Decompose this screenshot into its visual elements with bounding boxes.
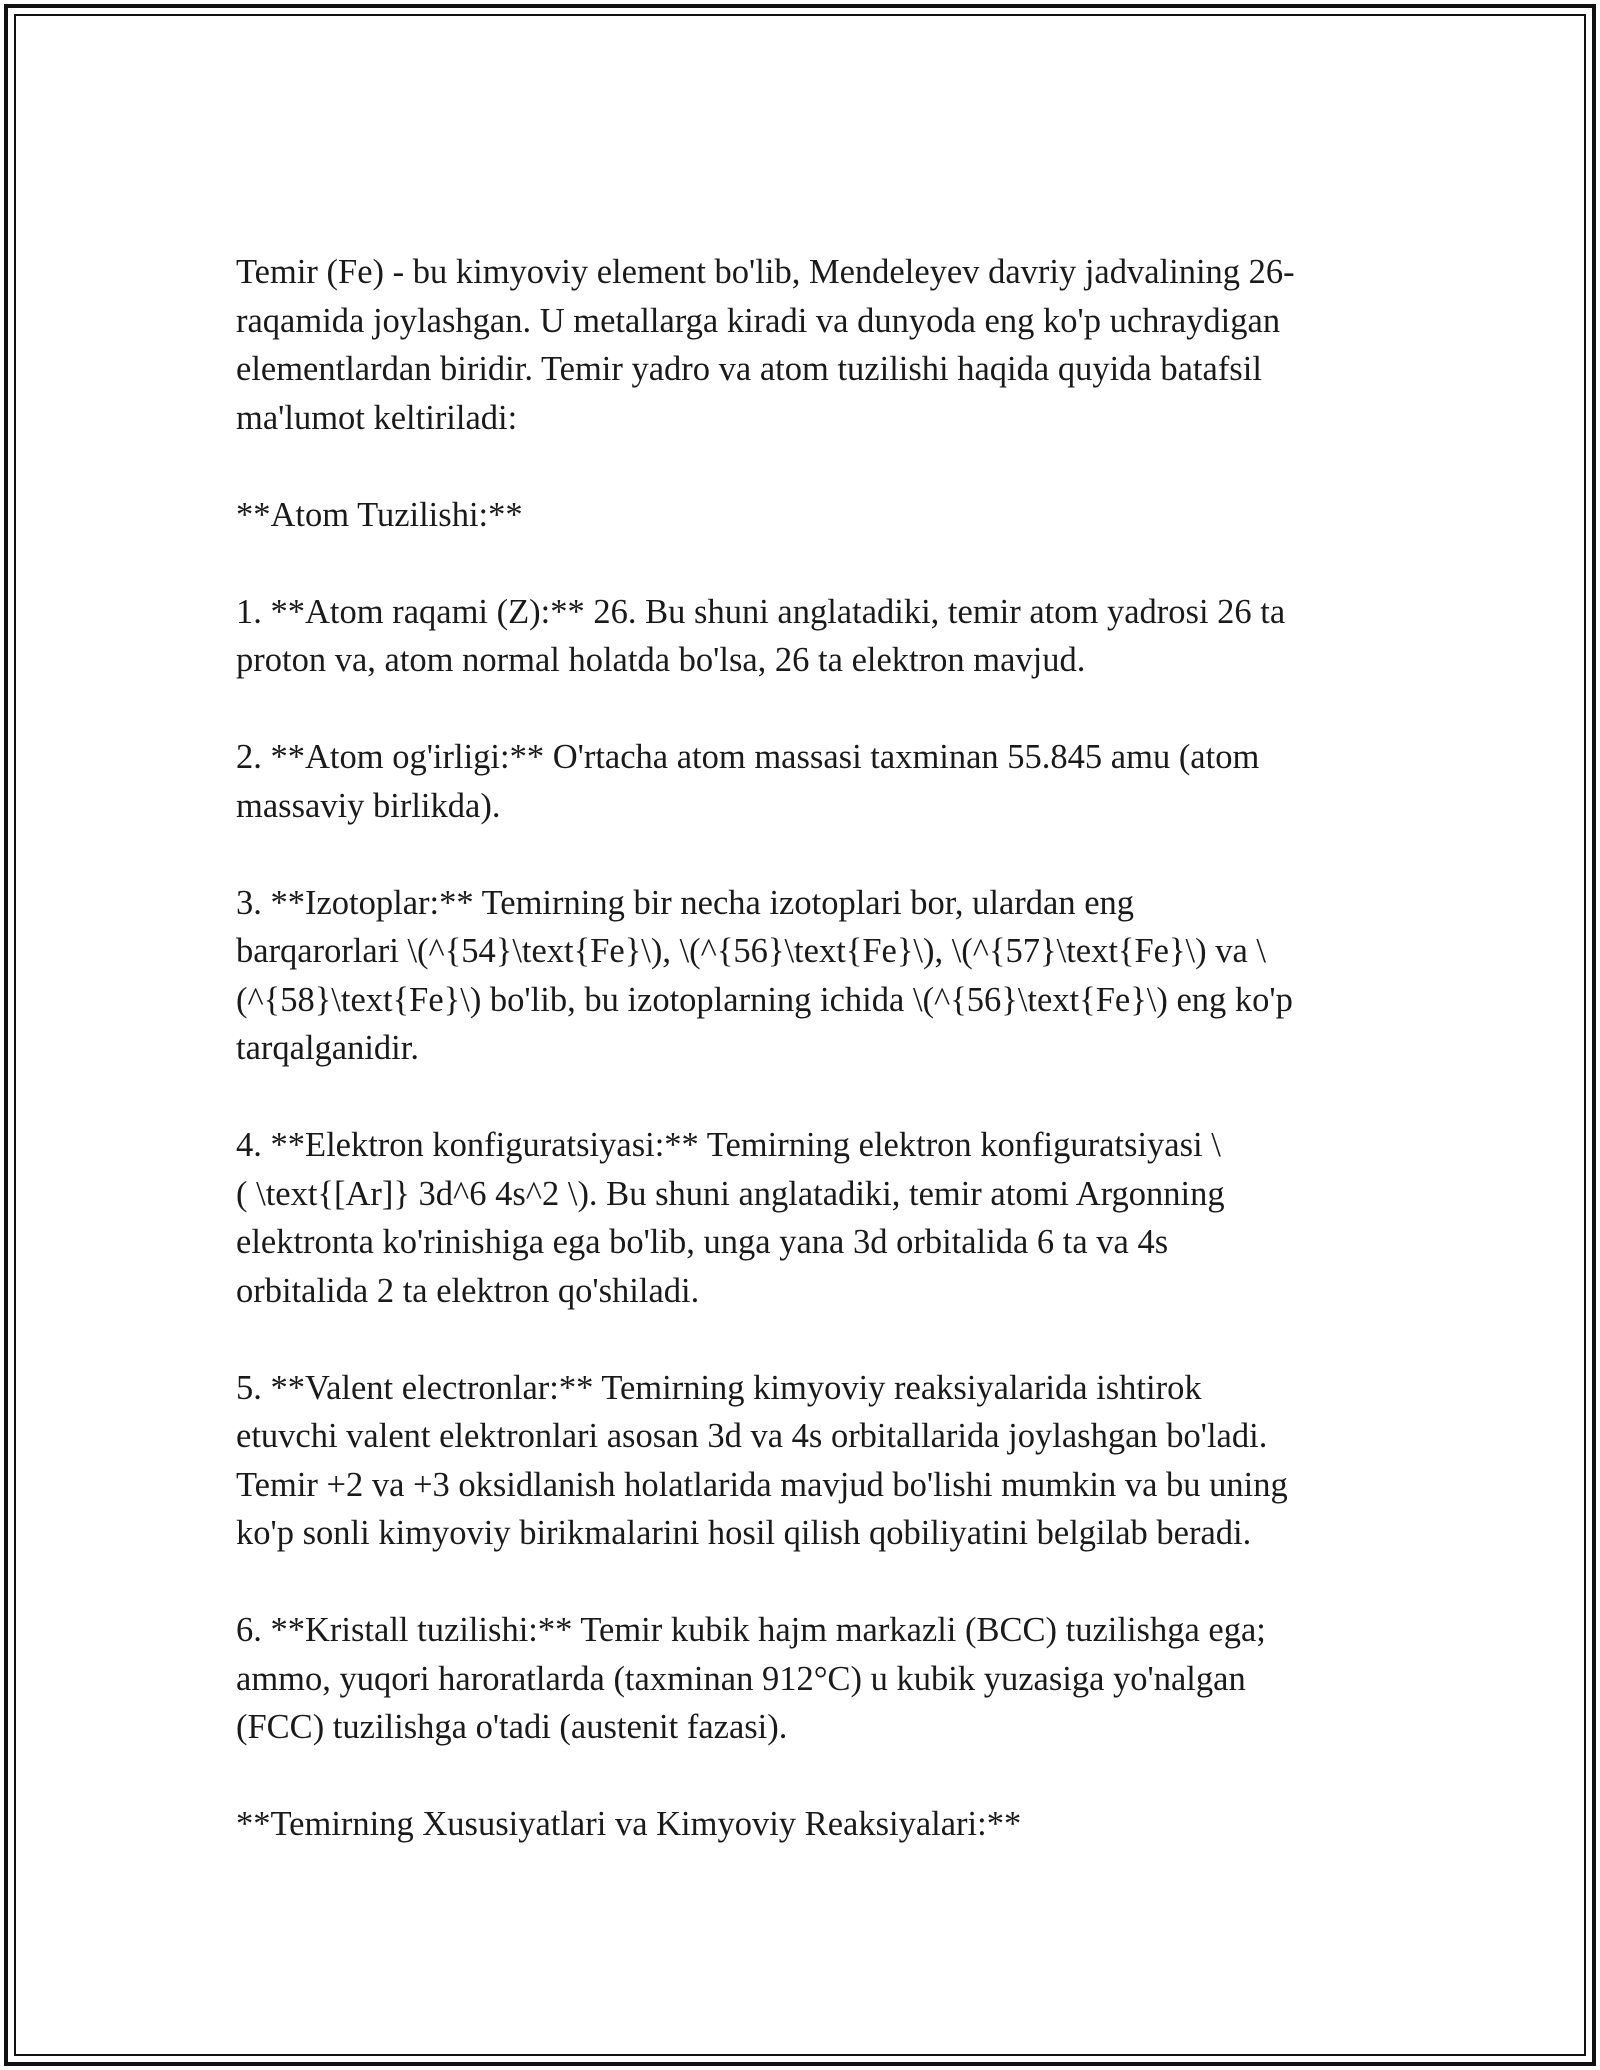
list-item-atomic-number: 1. **Atom raqami (Z):** 26. Bu shuni anglatadiki, temir atom yadrosi 26 ta proton va, atom normal holatda bo'lsa, 26 ta elektron mavjud. <box>236 592 1286 679</box>
list-item-isotopes: 3. **Izotoplar:** Temirning bir necha izotoplari bor, ulardan eng barqarorlari \(^{54}\text{Fe}\), \(^{56}\text{Fe}\), \(^{57}\text{Fe}\) va \ (^{58}\text{Fe}\) bo'lib, bu izotoplarning ichida \(^{56}\text{Fe}\) eng ko'p tarqalganidir. <box>236 883 1293 1067</box>
list-item-crystal-structure: 6. **Kristall tuzilishi:** Temir kubik hajm markazli (BCC) tuzilishga ega; ammo, yuqori haroratlarda (taxminan 912°C) u kubik yuzasiga yo'nalgan (FCC) tuzilishga o'tadi (austenit fazasi). <box>236 1611 1266 1746</box>
document-body <box>236 248 1376 1897</box>
list-item-atomic-weight: 2. **Atom og'irligi:** O'rtacha atom massasi taxminan 55.845 amu (atom massaviy birlikda). <box>236 738 1260 825</box>
intro-paragraph: Temir (Fe) - bu kimyoviy element bo'lib, Mendeleyev davriy jadvalining 26- raqamida joylashgan. U metallarga kiradi va dunyoda eng ko'p uchraydigan elementlardan biridir. Temir yadro va atom tuzilishi haqida quyida batafsil ma'lumot keltiriladi: <box>236 253 1295 437</box>
section-heading-atom-structure: **Atom Tuzilishi:** <box>236 495 523 534</box>
list-item-electron-configuration: 4. **Elektron konfiguratsiyasi:** Temirning elektron konfiguratsiyasi \ ( \text{[Ar]} 3d^6 4s^2 \). Bu shuni anglatadiki, temir atomi Argonning elektronta ko'rinishiga ega bo'lib, unga yana 3d orbitalida 6 ta va 4s orbitalida 2 ta elektron qo'shiladi. <box>236 1126 1225 1310</box>
section-heading-properties: **Temirning Xususiyatlari va Kimyoviy Reaksiyalari:** <box>236 1805 1022 1843</box>
list-item-valence-electrons: 5. **Valent electronlar:** Temirning kimyoviy reaksiyalarida ishtirok etuvchi valent elektronlari asosan 3d va 4s orbitallarida joylashgan bo'ladi. Temir +2 va +3 oksidlanish holatlarida mavjud bo'lishi mumkin va bu uning ko'p sonli kimyoviy birikmalarini hosil qilish qobiliyatini belgilab beradi. <box>236 1368 1288 1552</box>
